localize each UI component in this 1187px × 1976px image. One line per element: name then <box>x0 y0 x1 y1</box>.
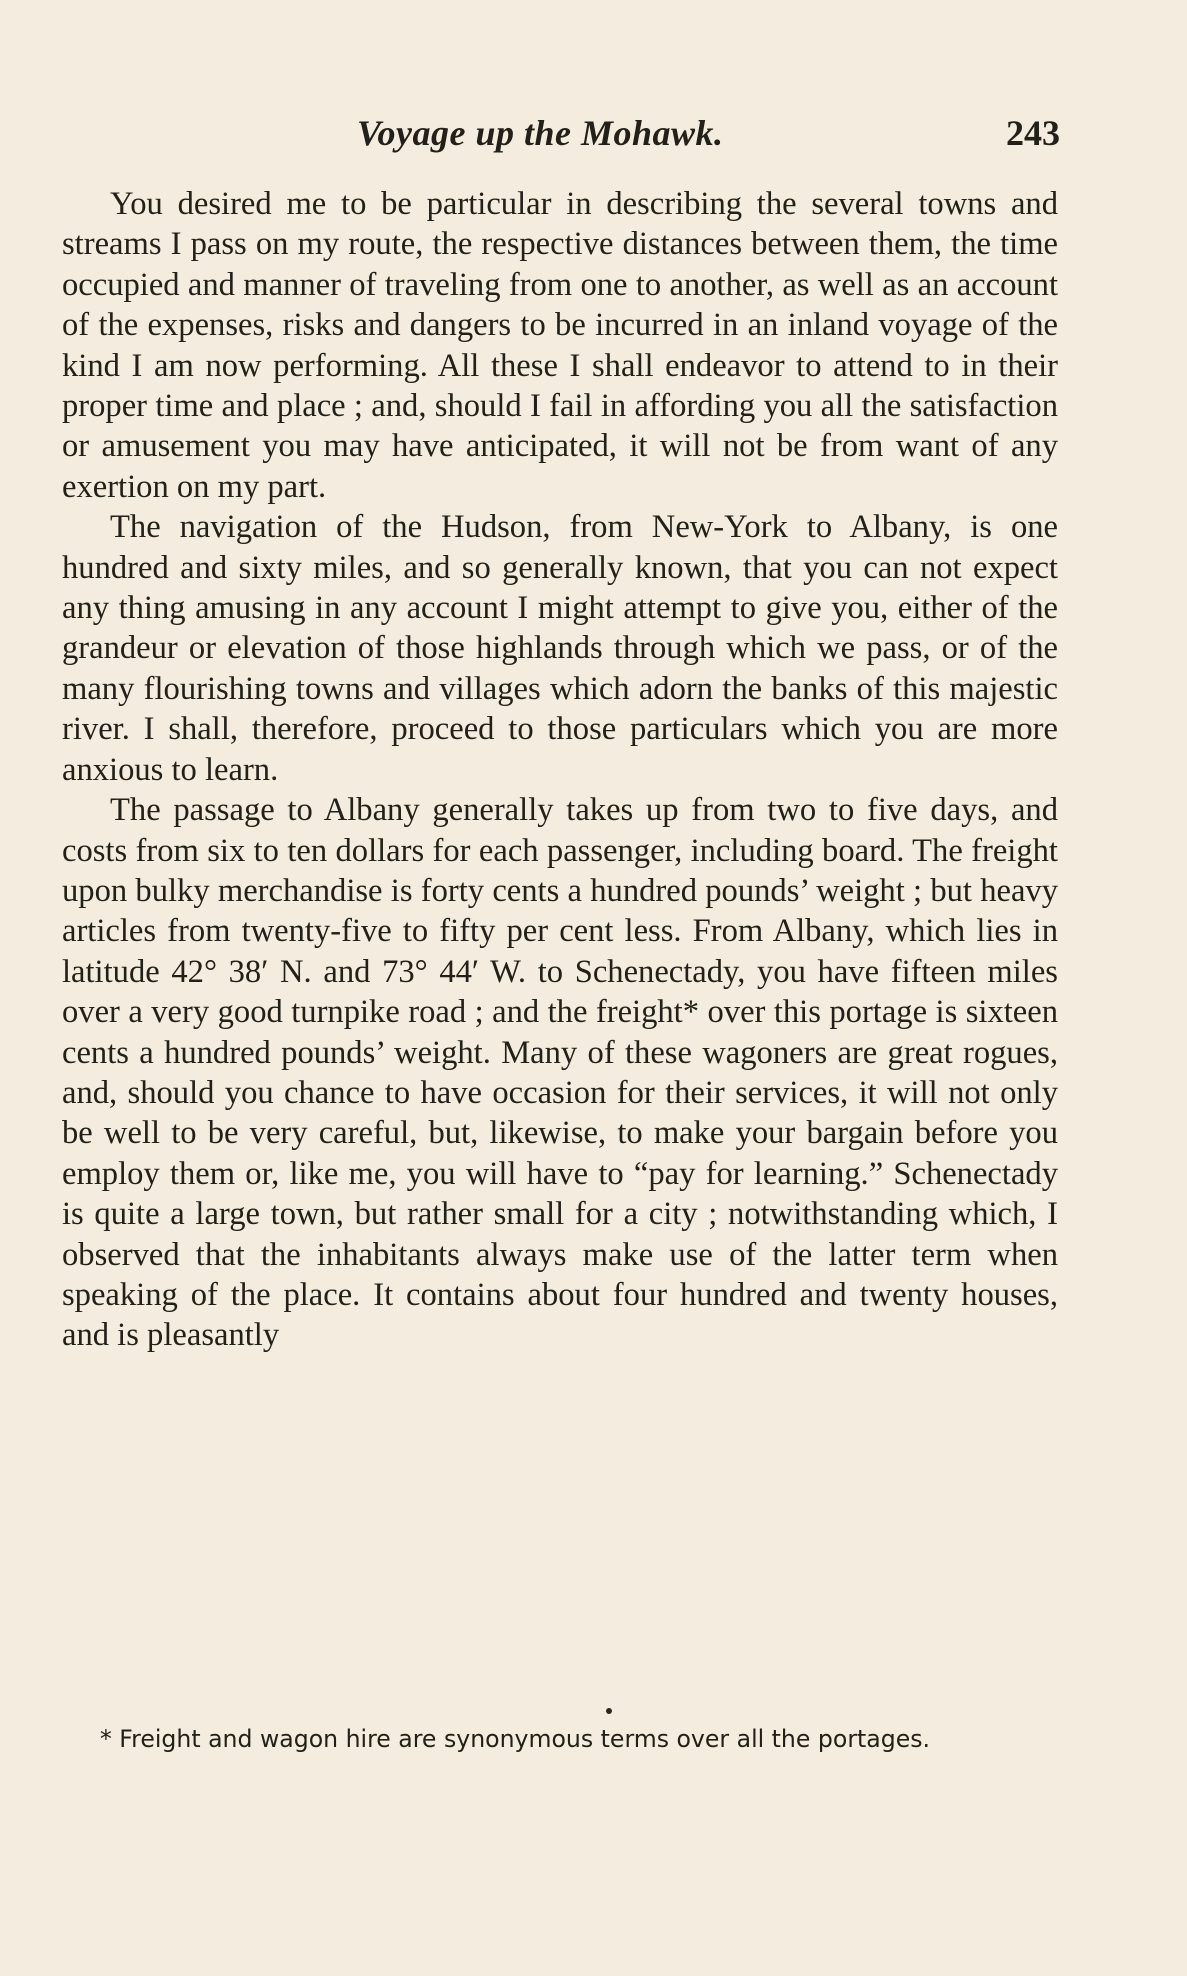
page-header <box>60 112 1060 162</box>
paragraph-3: The passage to Albany generally takes up from two to five days, and costs from six to ten dollars for each passenger, including board. The freight upon bulky merchandise is forty cents a hundred pounds’ weight ; but heavy articles from twenty-five to fifty per cent less. From Albany, which lies in latitude 42° 38′ N. and 73° 44′ W. to Schenectady, you have fifteen miles over a very good turnpike road ; and the freight* over this portage is sixteen cents a hundred pounds’ weight. Many of these wagoners are great rogues, and, should you chance to have occasion for their services, it will not only be well to be very careful, but, likewise, to make your bargain before you employ them or, like me, you will have to “pay for learning.” Schenectady is quite a large town, but rather small for a city ; notwithstanding which, I observed that the inhabitants always make use of the latter term when speaking of the place. It contains about four hundred and twenty houses, and is pleasantly <box>62 792 1058 1354</box>
footnote-dot-mark <box>606 1708 612 1714</box>
footnote: * Freight and wagon hire are synonymous terms over all the portages. <box>100 1725 931 1753</box>
running-title: Voyage up the Mohawk. <box>357 113 724 153</box>
paragraph-2: The navigation of the Hudson, from New-York to Albany, is one hundred and sixty miles, and so generally known, that you can not expect any thing amusing in any account I might attempt to give you, either of the grandeur or elevation of those highlands through which we pass, or of the many flourishing towns and villages which adorn the banks of this majestic river. I shall, therefore, proceed to those particulars which you are more anxious to learn. <box>62 509 1058 788</box>
page-number: 243 <box>1006 113 1060 153</box>
body-text <box>62 184 1058 1356</box>
paragraph-1: You desired me to be particular in describing the several towns and streams I pass on my route, the respective distances between them, the time occupied and manner of traveling from one to another, as well as an account of the expenses, risks and dangers to be incurred in an inland voyage of the kind I am now performing. All these I shall endeavor to attend to in their proper time and place ; and, should I fail in affording you all the satisfaction or amusement you may have anticipated, it will not be from want of any exertion on my part. <box>62 186 1058 505</box>
